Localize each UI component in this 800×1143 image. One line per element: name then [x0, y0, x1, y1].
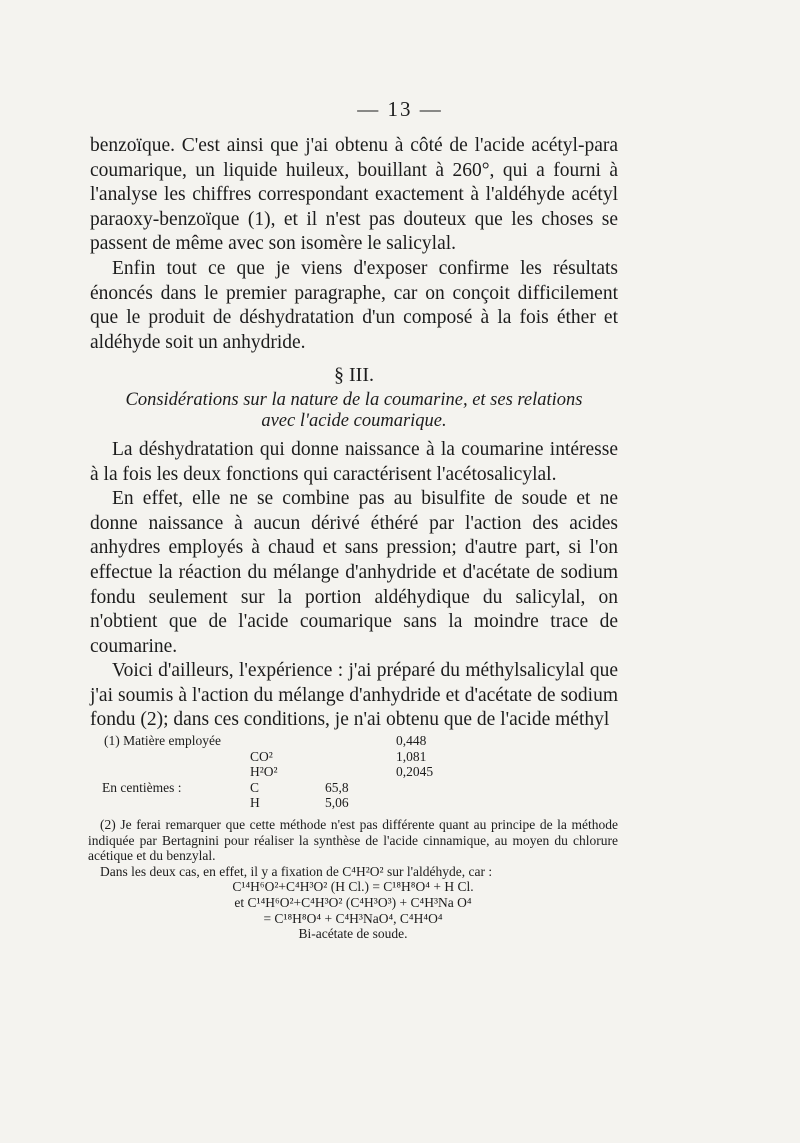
- section-title: § III.: [334, 364, 374, 387]
- paragraph-4: En effet, elle ne se combine pas au bisulfite de soude et ne donne naissance à aucun dérivé éthéré par l'action des acides anhydres employés à chaud et sans pression; d'autre part, si l'on effectue la réaction du mélange d'anhydride et d'acétate de sodium fondu seulement sur la portion aldéhydique du salicylal, on n'obtient que de l'acide coumarique sans la moindre trace de coumarine.: [90, 488, 618, 657]
- paragraph-5: Voici d'ailleurs, l'expérience : j'ai préparé du méthylsalicylal que j'ai soumis à l'action du mélange d'anhydride et d'acétate de sodium fondu (2); dans ces conditions, je n'ai obtenu que de l'acide méthyl: [90, 660, 618, 731]
- carbon-label: C: [250, 779, 260, 795]
- footnote-1-value: 0,448: [396, 733, 427, 748]
- centiemes-label: En centièmes :: [102, 779, 182, 795]
- equation-4: Bi-acétate de soude.: [298, 926, 408, 942]
- footnote-2-text: (2) Je ferai remarquer que cette méthode n'est pas différente quant au principe de la méthode indiquée par Bertagnini pour réaliser la synthèse de l'acide cinnamique, au moyen du chlorure acétique et du benzylal.: [88, 816, 618, 864]
- section-subtitle-2: avec l'acide coumarique.: [261, 410, 447, 431]
- footnote-1-label: (1) Matière employée: [104, 733, 221, 748]
- equation-1: C¹⁴H⁶O²+C⁴H³O² (H Cl.) = C¹⁸H⁸O⁴ + H Cl.: [232, 879, 474, 895]
- main-text: [90, 134, 618, 733]
- hydrogen-label: H: [250, 795, 260, 811]
- paragraph-2: Enfin tout ce que je viens d'exposer confirme les résultats énoncés dans le premier paragraphe, car on conçoit difficilement que le produit de déshydratation d'un composé à la fois éther et aldéhyde soit un anhydride.: [90, 257, 618, 353]
- co2-value: 1,081: [396, 748, 427, 764]
- footnote-2-line-2: Dans les deux cas, en effet, il y a fixation de C⁴H²O² sur l'aldéhyde, car :: [100, 863, 493, 879]
- section-subtitle-1: Considérations sur la nature de la coumarine, et ses relations: [125, 389, 583, 410]
- footnotes: [88, 733, 618, 942]
- h2o-value: 0,2045: [396, 764, 434, 780]
- footnote-1-row-2: [88, 749, 618, 765]
- equation-3: = C¹⁸H⁸O⁴ + C⁴H³NaO⁴, C⁴H⁴O⁴: [263, 910, 443, 926]
- carbon-value: 65,8: [325, 779, 349, 795]
- footnote-1-row-4: [88, 780, 618, 796]
- footnote-1-row-5: [88, 795, 618, 811]
- footnote-1-row-1: [88, 733, 618, 749]
- paragraph-3: La déshydratation qui donne naissance à la coumarine intéresse à la fois les deux fonctions qui caractérisent l'acétosalicylal.: [90, 438, 618, 485]
- h2o-label: H²O²: [250, 764, 278, 780]
- hydrogen-value: 5,06: [325, 795, 349, 811]
- page-number: — 13 —: [357, 97, 443, 121]
- paragraph-1: benzoïque. C'est ainsi que j'ai obtenu à côté de l'acide acétyl-para coumarique, un liquide huileux, bouillant à 260°, qui a fourni à l'analyse les chiffres correspondant exactement à l'aldéhyde acétyl paraoxy-benzoïque (1), et il n'est pas douteux que les choses se passent de même avec son isomère le salicylal.: [90, 135, 618, 255]
- co2-label: CO²: [250, 748, 273, 764]
- footnote-1-row-3: [88, 764, 618, 780]
- equation-2: et C¹⁴H⁶O²+C⁴H³O² (C⁴H³O³) + C⁴H³Na O⁴: [234, 894, 472, 910]
